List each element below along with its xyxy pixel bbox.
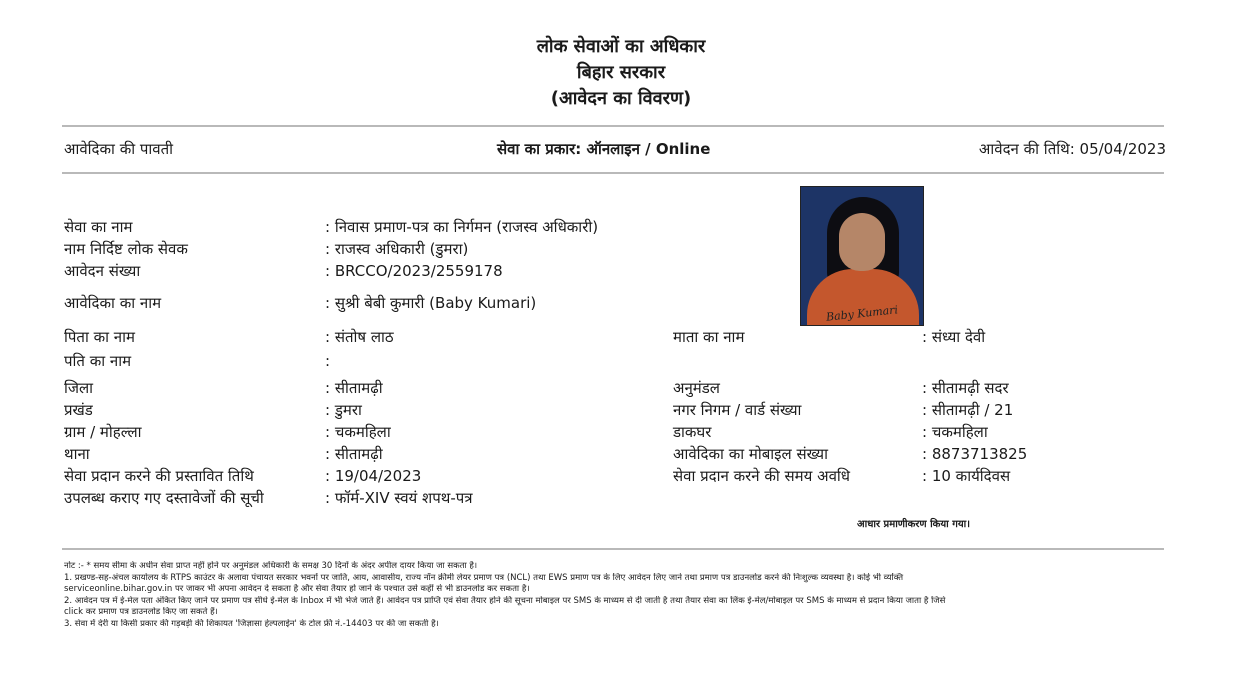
aadhaar-authentication-note: आधार प्रमाणीकरण किया गया। — [857, 519, 971, 530]
note-line: 2. आवेदन पत्र में ई-मेल पता अंकित किए जाने पर प्रमाण पत्र सीधे ई-मेल के Inbox में भी भेजे जाते हैं। आवेदन पत्र प्राप्ति एवं सेवा तैयार होने की सूचना मोबाइल पर SMS के माध्यम से दी जाती है तथा तैयार सेवा का लिंक ई-मेल/मोबाइल पर SMS के माध्यम से प्रदान किया जाता है जिसे — [64, 595, 946, 606]
header-title: लोक सेवाओं का अधिकार — [536, 36, 706, 57]
notes-section — [64, 561, 1174, 630]
notes-divider — [62, 548, 1164, 550]
application-number-label: आवेदन संख्या — [64, 262, 141, 280]
village-label: ग्राम / मोहल्ला — [64, 423, 142, 441]
application-number-value: : BRCCO/2023/2559178 — [325, 262, 503, 280]
proposed-date-value: : 19/04/2023 — [325, 467, 422, 485]
ward-label: नगर निगम / वार्ड संख्या — [673, 401, 802, 419]
acknowledgement-label: आवेदिका की पावती — [64, 140, 174, 158]
subdivision-label: अनुमंडल — [673, 379, 720, 397]
time-limit-value: : 10 कार्यदिवस — [922, 467, 1011, 485]
father-name-label: पिता का नाम — [64, 328, 135, 346]
note-line: 1. प्रखण्ड-सह-अंचल कार्यालय के RTPS काउंटर के अलावा पंचायत सरकार भवनों पर जाति, आय, आवासीय, राज्य नॉन क्रीमी लेयर प्रमाण पत्र (NCL) तथा EWS प्रमाण पत्र के लिए आवेदन लिए जाने तथा प्रमाण पत्र डाउनलोड करने की निःशुल्क व्यवस्था है। कोई भी व्यक्ति — [64, 572, 904, 583]
application-date: आवेदन की तिथि: 05/04/2023 — [978, 140, 1166, 158]
mobile-value: : 8873713825 — [922, 445, 1028, 463]
documents-value: : फॉर्म-XIV स्वयं शपथ-पत्र — [325, 489, 473, 507]
band-divider — [62, 172, 1164, 174]
header-subtitle: (आवेदन का विवरण) — [550, 88, 692, 109]
header-government: बिहार सरकार — [576, 62, 666, 83]
village-value: : चकमहिला — [325, 423, 391, 441]
subdivision-value: : सीतामढ़ी सदर — [922, 379, 1009, 397]
post-office-value: : चकमहिला — [922, 423, 988, 441]
service-type: सेवा का प्रकार: ऑनलाइन / Online — [497, 140, 711, 158]
acknowledgement-band — [64, 139, 1166, 161]
district-value: : सीतामढ़ी — [325, 379, 383, 397]
district-label: जिला — [64, 379, 94, 397]
top-divider — [62, 125, 1164, 127]
note-line: 3. सेवा में देरी या किसी प्रकार की गड़बड़ी की शिकायत 'जिज्ञासा हेल्पलाईन' के टोल फ्री नं.-14403 पर की जा सकती है। — [64, 618, 439, 629]
father-name-value: : संतोष लाठ — [325, 328, 394, 346]
block-label: प्रखंड — [64, 401, 93, 419]
mother-name-value: : संध्या देवी — [922, 328, 986, 346]
service-name-value: : निवास प्रमाण-पत्र का निर्गमन (राजस्व अधिकारी) — [325, 218, 599, 236]
note-line: serviceonline.bihar.gov.in पर जाकर भी अपना आवेदन दे सकता है और सेवा तैयार हो जाने के पश्चात उसे कहीं से भी डाउनलोड कर सकता है। — [64, 584, 530, 594]
post-office-label: डाकघर — [673, 423, 712, 441]
service-name-label: सेवा का नाम — [64, 218, 133, 236]
mobile-label: आवेदिका का मोबाइल संख्या — [673, 445, 828, 463]
note-line: click कर प्रमाण पत्र डाउनलोड किए जा सकते हैं। — [64, 607, 218, 617]
block-value: : डुमरा — [325, 401, 362, 419]
document-header — [0, 34, 1242, 112]
note-line: नोट :- * समय सीमा के अधीन सेवा प्राप्त नहीं होने पर अनुमंडल अधिकारी के समक्ष 30 दिनों के अंदर अपील दायर किया जा सकता है। — [64, 561, 478, 571]
police-station-label: थाना — [64, 445, 90, 463]
proposed-date-label: सेवा प्रदान करने की प्रस्तावित तिथि — [64, 467, 254, 485]
applicant-name-label: आवेदिका का नाम — [64, 294, 162, 312]
officer-label: नाम निर्दिष्ट लोक सेवक — [64, 240, 188, 258]
applicant-name-value: : सुश्री बेबी कुमारी (Baby Kumari) — [325, 294, 537, 312]
applicant-photo — [800, 186, 924, 326]
husband-name-label: पति का नाम — [64, 352, 132, 370]
police-station-value: : सीतामढ़ी — [325, 445, 383, 463]
husband-name-value: : — [325, 352, 331, 370]
documents-label: उपलब्ध कराए गए दस्तावेजों की सूची — [64, 489, 264, 507]
time-limit-label: सेवा प्रदान करने की समय अवधि — [673, 467, 851, 485]
officer-value: : राजस्व अधिकारी (डुमरा) — [325, 240, 469, 258]
mother-name-label: माता का नाम — [673, 328, 745, 346]
ward-value: : सीतामढ़ी / 21 — [922, 401, 1014, 419]
photo-face — [839, 213, 885, 271]
photo-signature: Baby Kumari — [825, 303, 899, 324]
